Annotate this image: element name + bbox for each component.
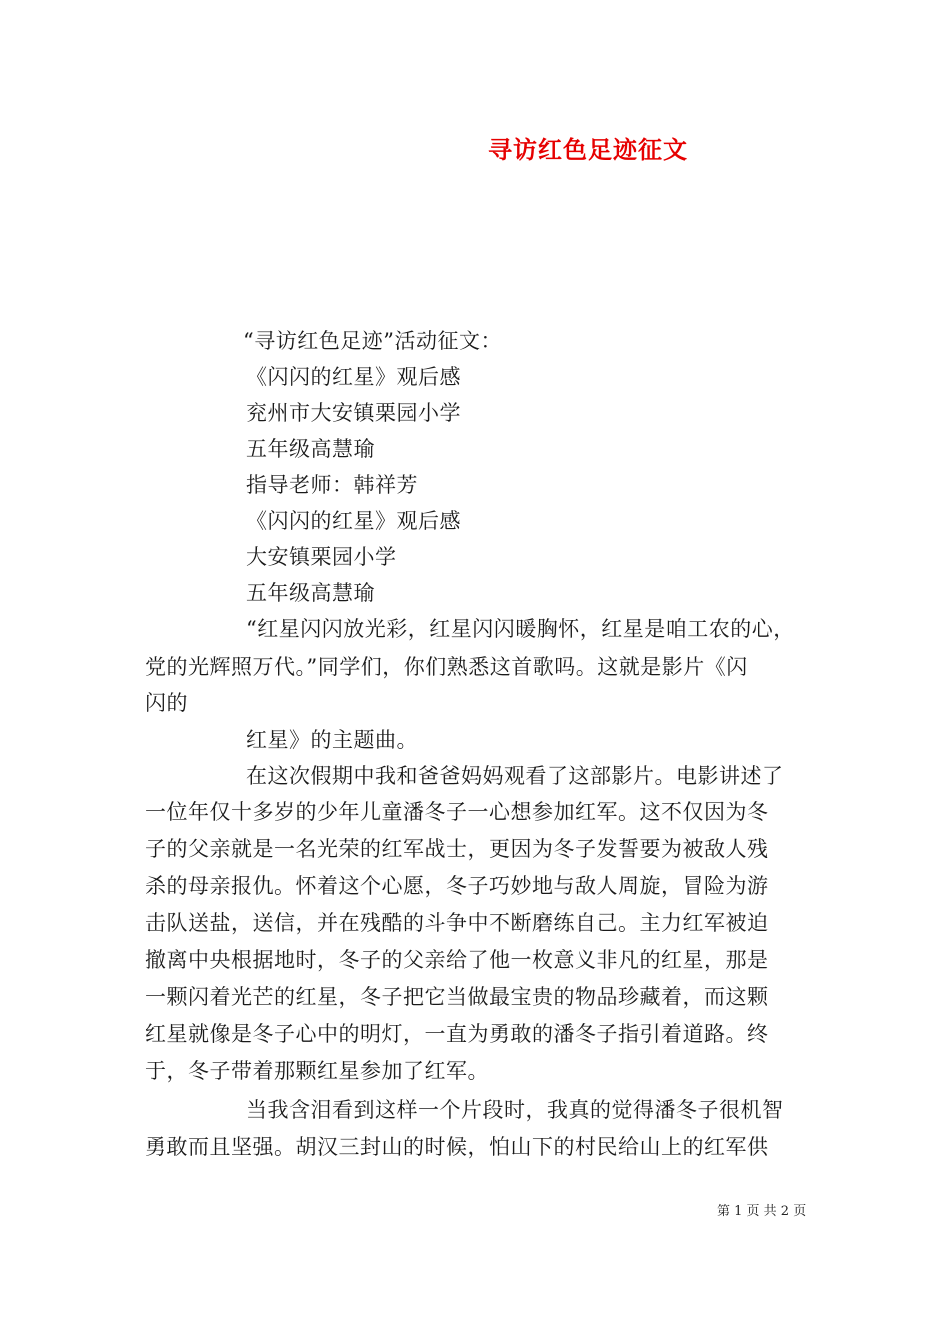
body-line: 子的父亲就是一名光荣的红军战士，更因为冬子发誓要为被敌人残 (145, 837, 769, 861)
body-line: 于，冬子带着那颗红星参加了红军。 (145, 1059, 489, 1083)
body-line: 撤离中央根据地时，冬子的父亲给了他一枚意义非凡的红星，那是 (145, 948, 769, 972)
body-line: 击队送盐，送信，并在残酷的斗争中不断磨练自己。主力红军被迫 (145, 911, 769, 935)
body-line: 杀的母亲报仇。怀着这个心愿，冬子巧妙地与敌人周旋，冒险为游 (145, 874, 769, 898)
body-line: 闪的 (145, 691, 188, 715)
body-line: 勇敢而且坚强。胡汉三封山的时候，怕山下的村民给山上的红军供 (145, 1135, 769, 1159)
header-line: 五年级高慧瑜 (246, 581, 375, 605)
body-line: 当我含泪看到这样一个片段时，我真的觉得潘冬子很机智 (246, 1098, 784, 1122)
header-line: 《闪闪的红星》观后感 (246, 365, 461, 389)
body-line: 红星》的主题曲。 (246, 728, 418, 752)
header-line: “寻访红色足迹”活动征文： (243, 329, 502, 353)
body-line: 党的光辉照万代。”同学们，你们熟悉这首歌吗。这就是影片《闪 (145, 655, 748, 679)
header-line: 大安镇栗园小学 (246, 545, 397, 569)
document-title: 寻访红色足迹征文 (488, 135, 688, 164)
page-number-footer: 第 1 页 共 2 页 (717, 1204, 807, 1219)
body-line: 一颗闪着光芒的红星，冬子把它当做最宝贵的物品珍藏着，而这颗 (145, 985, 769, 1009)
body-line: 在这次假期中我和爸爸妈妈观看了这部影片。电影讲述了 (246, 764, 784, 788)
header-line: 指导老师：韩祥芳 (246, 473, 418, 497)
body-line: 一位年仅十多岁的少年儿童潘冬子一心想参加红军。这不仅因为冬 (145, 800, 769, 824)
header-line: 兖州市大安镇栗园小学 (246, 401, 461, 425)
header-line: 五年级高慧瑜 (246, 437, 375, 461)
body-line: 红星就像是冬子心中的明灯，一直为勇敢的潘冬子指引着道路。终 (145, 1022, 769, 1046)
body-line: “红星闪闪放光彩，红星闪闪暖胸怀，红星是咱工农的心， (246, 617, 795, 641)
header-line: 《闪闪的红星》观后感 (246, 509, 461, 533)
